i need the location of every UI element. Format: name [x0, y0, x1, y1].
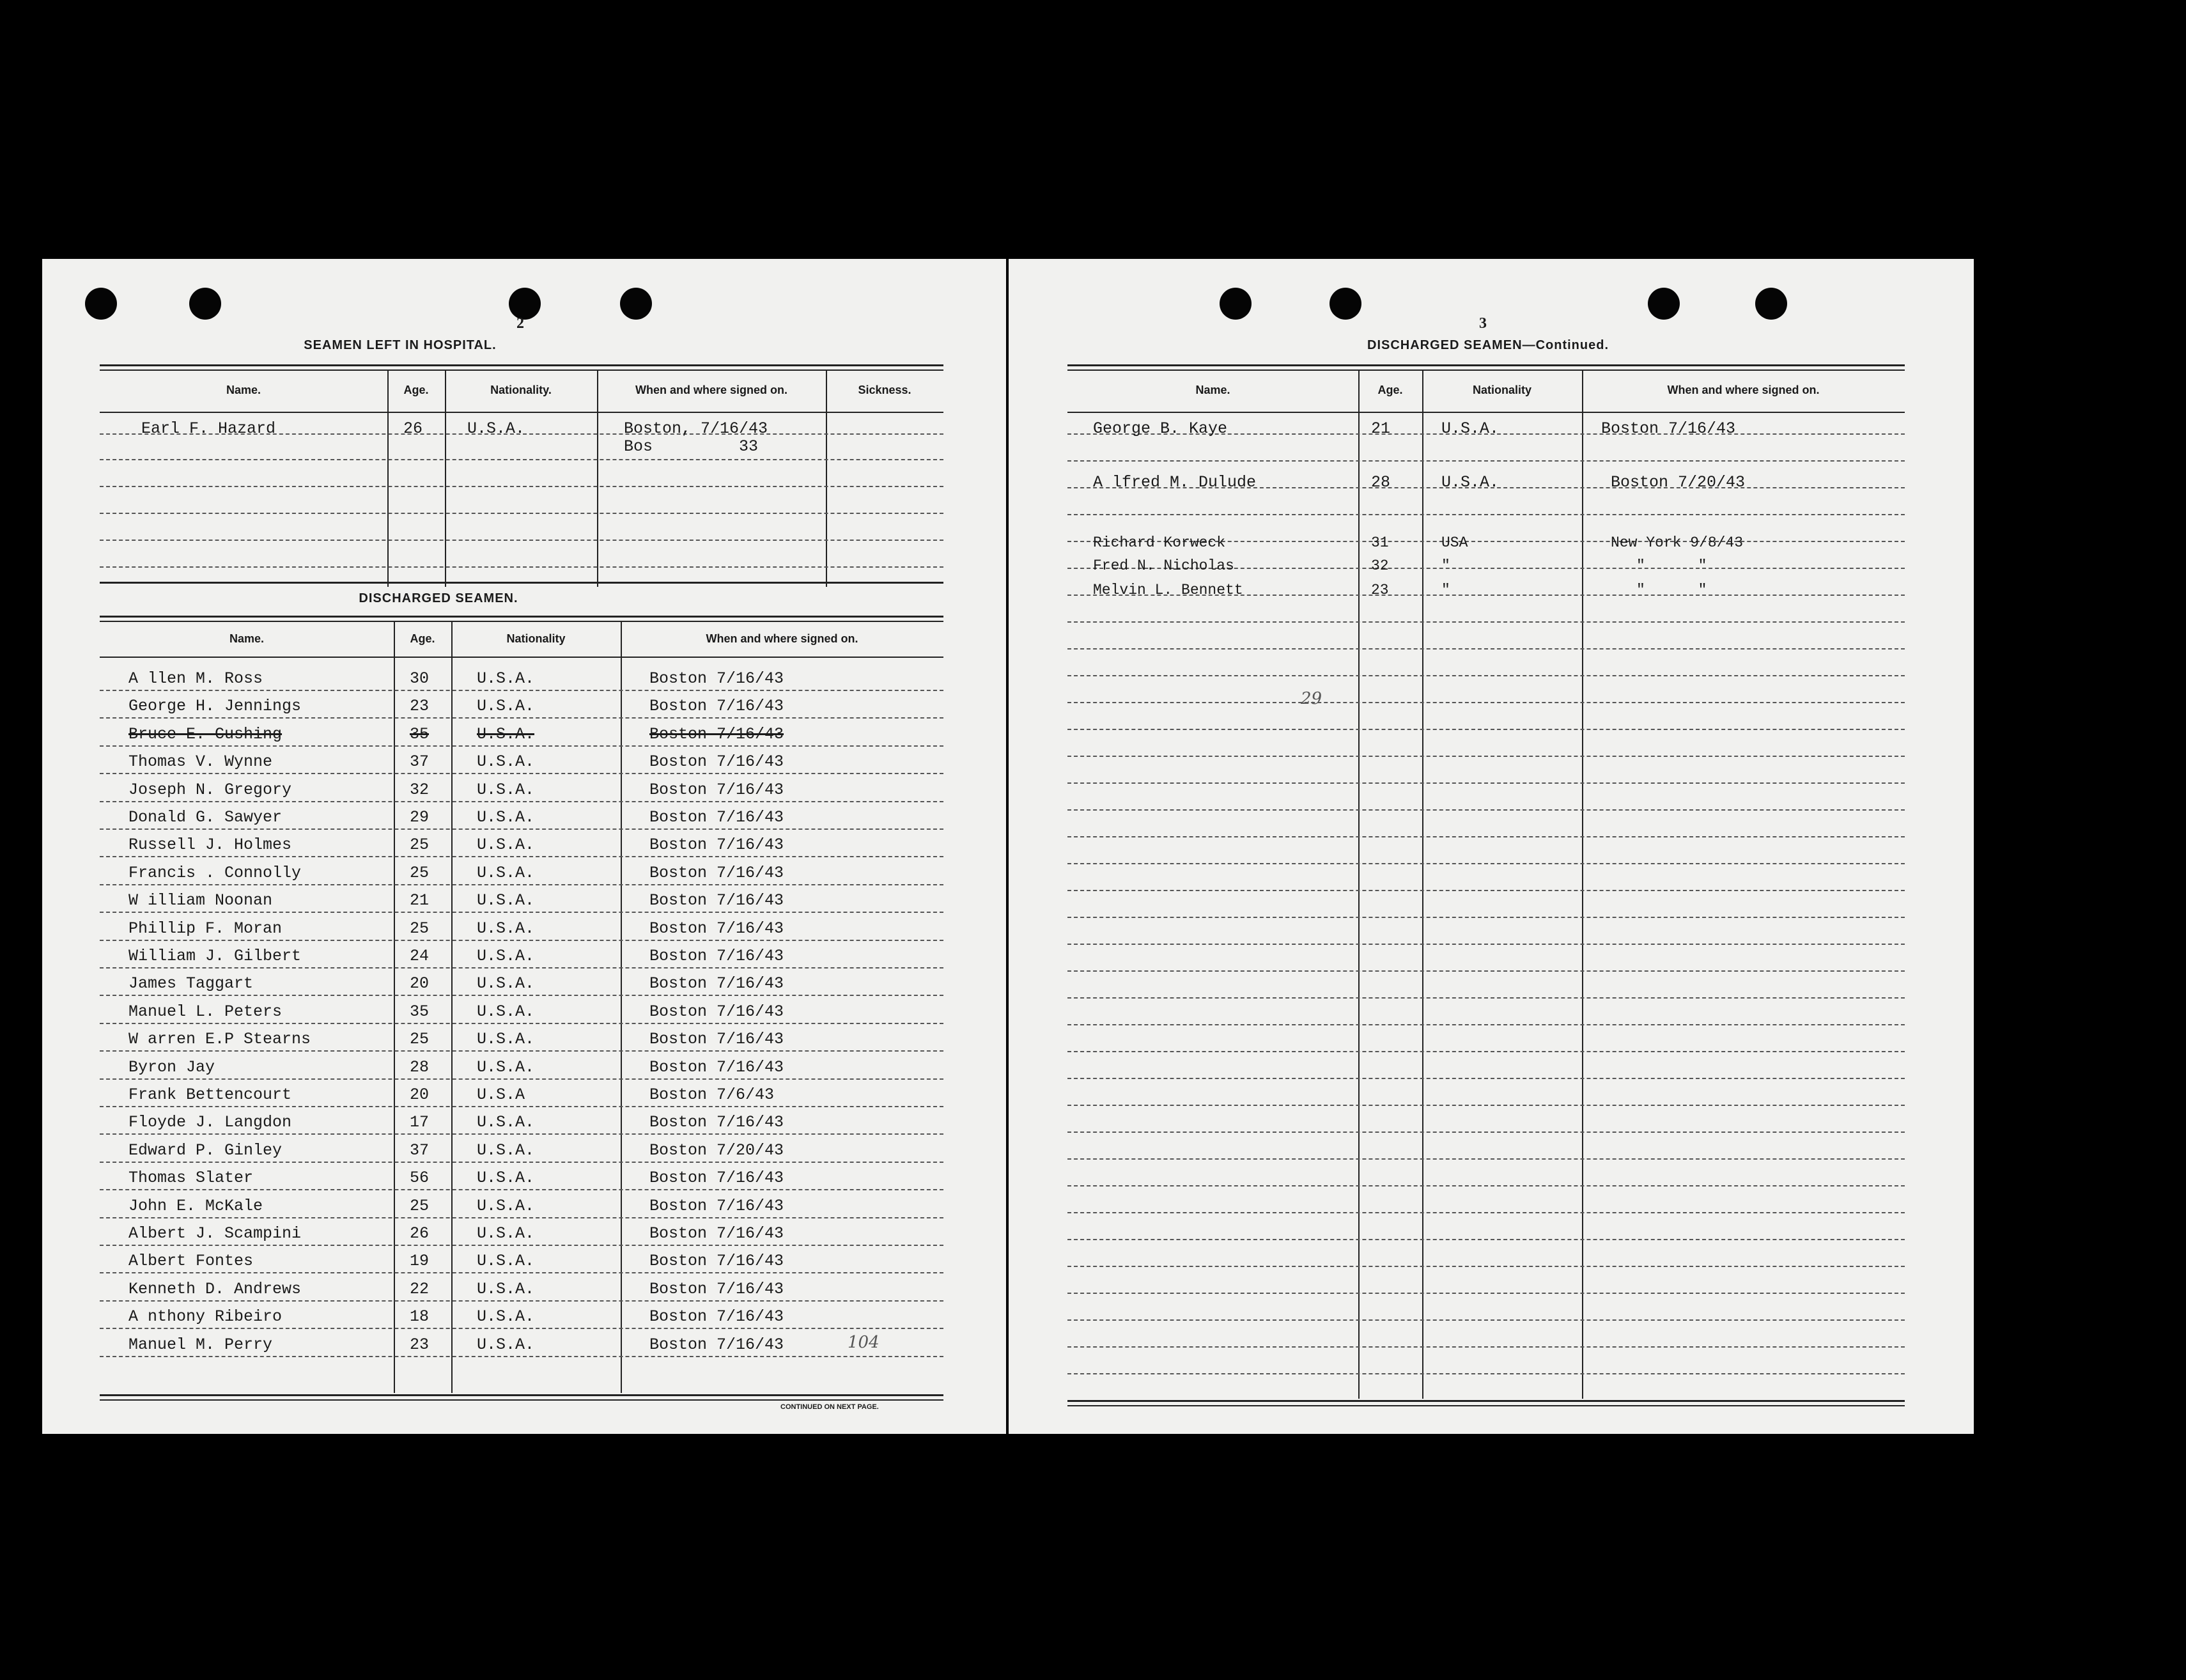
table-row-age: 30 — [410, 669, 430, 688]
left-page — [42, 259, 1006, 1434]
row-rule — [1067, 970, 1905, 972]
table-row-name: Thomas V. Wynne — [128, 752, 273, 772]
row-rule — [100, 1272, 943, 1273]
table-row-age: 32 — [1371, 557, 1389, 574]
table-row-name: A nthony Ribeiro — [128, 1307, 283, 1326]
column-header: Name. — [1195, 384, 1230, 396]
table-row-nationality: U.S.A. — [477, 1030, 535, 1049]
hospital-extra: 33 — [739, 437, 759, 456]
table-row-signed-on: Boston 7/16/43 — [649, 974, 784, 993]
table-row-nationality: U.S.A. — [477, 1113, 535, 1132]
row-rule — [1067, 836, 1905, 837]
table-row-name: Frank Bettencourt — [128, 1085, 292, 1104]
row-rule — [1067, 1293, 1905, 1294]
table-row-nationality: U.S.A. — [477, 808, 535, 827]
table-row-name: W arren E.P Stearns — [128, 1030, 311, 1049]
table-row-signed-on: Boston 7/16/43 — [649, 697, 784, 716]
row-rule — [100, 773, 943, 774]
row-rule — [100, 1162, 943, 1163]
hospital-name: Earl F. Hazard — [141, 419, 276, 438]
row-rule — [1067, 675, 1905, 676]
row-rule — [1067, 1266, 1905, 1267]
table-row-signed-on: Boston 7/16/43 — [649, 1196, 784, 1215]
table-row-signed-on: Boston 7/16/43 — [649, 891, 784, 910]
table-row-age: 21 — [1371, 419, 1391, 438]
table-row-name: Fred N. Nicholas — [1093, 557, 1234, 574]
table-row-name: Melvin L. Bennett — [1093, 582, 1243, 598]
table-row-nationality: U.S.A. — [477, 1224, 535, 1243]
row-rule — [1067, 1105, 1905, 1106]
table-row-name: Byron Jay — [128, 1057, 215, 1077]
row-rule — [100, 940, 943, 941]
row-rule — [1067, 890, 1905, 891]
table-row-age: 31 — [1371, 534, 1389, 551]
table-row-nationality: U.S.A. — [477, 752, 535, 772]
table-row-nationality: U.S.A. — [477, 836, 535, 855]
row-rule — [1067, 1346, 1905, 1348]
table-row-age: 20 — [410, 974, 430, 993]
table-row-age: 23 — [1371, 582, 1389, 598]
table-row-age: 25 — [410, 836, 430, 855]
table-row-nationality: U.S.A. — [477, 1252, 535, 1271]
table-row-signed-on: Boston 7/16/43 — [1601, 419, 1736, 438]
table-row-signed-on: " " — [1636, 557, 1707, 574]
table-row-signed-on: Boston 7/16/43 — [649, 1252, 784, 1271]
row-rule — [100, 1023, 943, 1024]
page-number: 2 — [516, 315, 524, 332]
table-row-nationality: U.S.A. — [477, 1057, 535, 1077]
row-rule — [100, 828, 943, 830]
column-header: Age. — [403, 384, 429, 396]
row-rule — [1067, 782, 1905, 784]
row-rule — [1067, 917, 1905, 918]
table-row-nationality: " — [1441, 582, 1450, 598]
table-row-nationality: USA — [1441, 534, 1468, 551]
row-rule — [100, 1217, 943, 1218]
table-row-name: Kenneth D. Andrews — [128, 1279, 302, 1298]
row-rule — [100, 967, 943, 968]
table-row-signed-on: Boston 7/16/43 — [649, 780, 784, 799]
row-rule — [1067, 863, 1905, 864]
table-row-age: 25 — [410, 1030, 430, 1049]
table-row-age: 23 — [410, 697, 430, 716]
binder-hole — [1755, 288, 1787, 320]
row-rule — [100, 745, 943, 747]
binder-hole — [189, 288, 221, 320]
table-row-age: 21 — [410, 891, 430, 910]
table-row-nationality: U.S.A. — [1441, 419, 1500, 438]
column-header: Name. — [226, 384, 261, 396]
row-rule — [1067, 1373, 1905, 1374]
row-rule — [100, 1245, 943, 1246]
column-header: Nationality — [506, 632, 566, 645]
column-header: Age. — [410, 632, 435, 645]
table-row-name: Manuel M. Perry — [128, 1335, 273, 1354]
table-row-age: 17 — [410, 1113, 430, 1132]
table-row-age: 56 — [410, 1169, 430, 1188]
table-row-name: Thomas Slater — [128, 1169, 254, 1188]
row-rule — [1067, 1132, 1905, 1133]
hospital-age: 26 — [403, 419, 423, 438]
table-row-age: 25 — [410, 863, 430, 882]
table-row-signed-on: Boston 7/16/43 — [649, 1335, 784, 1354]
table-row-age: 35 — [410, 1002, 430, 1021]
table-row-nationality: U.S.A. — [477, 1002, 535, 1021]
row-rule — [1067, 1024, 1905, 1025]
table-row-signed-on: Boston 7/20/43 — [649, 1140, 784, 1160]
row-rule — [100, 690, 943, 691]
discharged-continued-title: DISCHARGED SEAMEN—Continued. — [1367, 338, 1609, 352]
table-row-signed-on: Boston 7/6/43 — [649, 1085, 775, 1104]
row-rule — [1067, 1319, 1905, 1321]
column-header: Nationality. — [490, 384, 552, 396]
table-row-name: Francis . Connolly — [128, 863, 302, 882]
table-row-name: Floyde J. Langdon — [128, 1113, 292, 1132]
table-row-name: Albert Fontes — [128, 1252, 254, 1271]
table-row-nationality: U.S.A. — [477, 947, 535, 965]
table-row-nationality: U.S.A. — [477, 780, 535, 799]
row-rule — [1067, 514, 1905, 515]
binder-hole — [1648, 288, 1680, 320]
table-row-name: Richard Korweck — [1093, 534, 1226, 551]
table-row-name: Albert J. Scampini — [128, 1224, 302, 1243]
row-rule — [1067, 621, 1905, 623]
table-row-signed-on: Boston 7/16/43 — [649, 1279, 784, 1298]
table-row-signed-on: Boston 7/16/43 — [649, 1307, 784, 1326]
table-row-signed-on: Boston 7/16/43 — [649, 1030, 784, 1049]
hospital-nationality: U.S.A. — [467, 419, 525, 438]
table-row-name: George H. Jennings — [128, 697, 302, 716]
table-row-age: 19 — [410, 1252, 430, 1271]
table-row-name: George B. Kaye — [1093, 419, 1228, 438]
row-rule — [1067, 1185, 1905, 1186]
row-rule — [100, 884, 943, 885]
column-header: Nationality — [1472, 384, 1531, 396]
table-row-age: 28 — [1371, 473, 1391, 492]
hospital-table — [100, 364, 943, 588]
table-row-name: Manuel L. Peters — [128, 1002, 283, 1021]
binder-hole — [620, 288, 652, 320]
binder-hole — [509, 288, 541, 320]
row-rule — [100, 995, 943, 996]
table-row-nationality: " — [1441, 557, 1450, 574]
row-rule — [1067, 1212, 1905, 1213]
table-row-age: 37 — [410, 1140, 430, 1160]
table-row-nationality: U.S.A. — [477, 724, 535, 743]
table-row-signed-on: Boston 7/16/43 — [649, 669, 784, 688]
binder-hole — [1329, 288, 1361, 320]
table-row-signed-on: Boston 7/16/43 — [649, 1002, 784, 1021]
table-row-age: 32 — [410, 780, 430, 799]
row-rule — [100, 1189, 943, 1190]
row-rule — [1067, 729, 1905, 730]
table-row-name: W illiam Noonan — [128, 891, 273, 910]
table-row-signed-on: Boston 7/16/43 — [649, 808, 784, 827]
row-rule — [1067, 702, 1905, 703]
row-rule — [100, 1106, 943, 1107]
binder-hole — [1220, 288, 1252, 320]
table-row-age: 24 — [410, 947, 430, 965]
hospital-signed-on: Boston, 7/16/43 — [624, 419, 768, 438]
row-rule — [1067, 460, 1905, 462]
column-header: When and where signed on. — [706, 632, 858, 645]
table-row-name: Bruce E. Cushing — [128, 724, 283, 743]
hospital-section-title: SEAMEN LEFT IN HOSPITAL. — [304, 338, 497, 352]
table-row-age: 20 — [410, 1085, 430, 1104]
column-header: Sickness. — [858, 384, 911, 396]
table-row-age: 18 — [410, 1307, 430, 1326]
row-rule — [100, 1356, 943, 1357]
right-page — [1009, 259, 1974, 1434]
table-row-nationality: U.S.A — [477, 1085, 525, 1104]
discharged-section-title: DISCHARGED SEAMEN. — [359, 591, 518, 605]
column-header: Name. — [229, 632, 265, 645]
table-row-nationality: U.S.A. — [477, 1169, 535, 1188]
table-row-name: Phillip F. Moran — [128, 919, 283, 938]
pencil-note: 29 — [1301, 689, 1322, 708]
table-row-signed-on: Boston 7/16/43 — [649, 1224, 784, 1243]
table-row-nationality: U.S.A. — [477, 974, 535, 993]
continued-note: CONTINUED ON NEXT PAGE. — [780, 1403, 879, 1411]
table-row-nationality: U.S.A. — [477, 669, 535, 688]
table-row-age: 35 — [410, 724, 430, 743]
table-row-signed-on: Boston 7/16/43 — [649, 1169, 784, 1188]
row-rule — [1067, 1158, 1905, 1160]
column-header: Age. — [1377, 384, 1403, 396]
table-row-signed-on: Boston 7/16/43 — [649, 863, 784, 882]
table-row-name: A lfred M. Dulude — [1093, 473, 1257, 492]
page-number: 3 — [1479, 315, 1487, 332]
table-row-age: 22 — [410, 1279, 430, 1298]
table-row-age: 28 — [410, 1057, 430, 1077]
row-rule — [100, 1133, 943, 1135]
discharged-continued-table — [1067, 364, 1905, 1419]
table-row-signed-on: Boston 7/16/43 — [649, 947, 784, 965]
table-row-name: John E. McKale — [128, 1196, 263, 1215]
table-row-name: James Taggart — [128, 974, 254, 993]
table-row-signed-on: Boston 7/16/43 — [649, 836, 784, 855]
row-rule — [1067, 1051, 1905, 1052]
table-row-nationality: U.S.A. — [477, 1140, 535, 1160]
table-row-age: 25 — [410, 1196, 430, 1215]
row-rule — [1067, 1078, 1905, 1079]
table-row-nationality: U.S.A. — [477, 697, 535, 716]
table-row-nationality: U.S.A. — [477, 891, 535, 910]
table-row-age: 25 — [410, 919, 430, 938]
row-rule — [1067, 1239, 1905, 1240]
row-rule — [100, 912, 943, 913]
table-row-age: 23 — [410, 1335, 430, 1354]
row-rule — [100, 801, 943, 802]
table-row-name: Donald G. Sawyer — [128, 808, 283, 827]
discharged-table — [100, 616, 943, 1415]
hospital-signed-on-2: Bos — [624, 437, 653, 456]
column-header: When and where signed on. — [1667, 384, 1820, 396]
table-row-signed-on: Boston 7/16/43 — [649, 1057, 784, 1077]
row-rule — [1067, 648, 1905, 649]
table-row-age: 26 — [410, 1224, 430, 1243]
table-row-nationality: U.S.A. — [477, 1335, 535, 1354]
row-rule — [100, 717, 943, 719]
table-row-signed-on: Boston 7/16/43 — [649, 1113, 784, 1132]
table-row-name: A llen M. Ross — [128, 669, 263, 688]
table-row-nationality: U.S.A. — [477, 1196, 535, 1215]
row-rule — [1067, 809, 1905, 811]
table-row-signed-on: Boston 7/16/43 — [649, 752, 784, 772]
table-row-signed-on: " " — [1636, 582, 1707, 598]
table-row-signed-on: New York 9/8/43 — [1611, 534, 1744, 551]
row-rule — [1067, 944, 1905, 945]
table-row-nationality: U.S.A. — [477, 919, 535, 938]
table-row-name: Joseph N. Gregory — [128, 780, 292, 799]
row-rule — [1067, 756, 1905, 757]
table-row-signed-on: Boston 7/16/43 — [649, 919, 784, 938]
table-row-name: William J. Gilbert — [128, 947, 302, 965]
table-row-age: 29 — [410, 808, 430, 827]
table-row-nationality: U.S.A. — [1441, 473, 1500, 492]
table-row-name: Russell J. Holmes — [128, 836, 292, 855]
table-row-nationality: U.S.A. — [477, 863, 535, 882]
column-header: When and where signed on. — [635, 384, 788, 396]
binder-hole — [85, 288, 117, 320]
table-row-name: Edward P. Ginley — [128, 1140, 283, 1160]
pencil-note: 104 — [848, 1333, 880, 1352]
table-row-signed-on: Boston 7/20/43 — [1611, 473, 1746, 492]
table-row-nationality: U.S.A. — [477, 1307, 535, 1326]
table-row-signed-on: Boston 7/16/43 — [649, 724, 784, 743]
row-rule — [100, 1078, 943, 1080]
row-rule — [100, 1328, 943, 1329]
row-rule — [100, 856, 943, 857]
row-rule — [100, 1300, 943, 1302]
row-rule — [1067, 997, 1905, 999]
table-row-nationality: U.S.A. — [477, 1279, 535, 1298]
table-row-age: 37 — [410, 752, 430, 772]
row-rule — [100, 1050, 943, 1052]
